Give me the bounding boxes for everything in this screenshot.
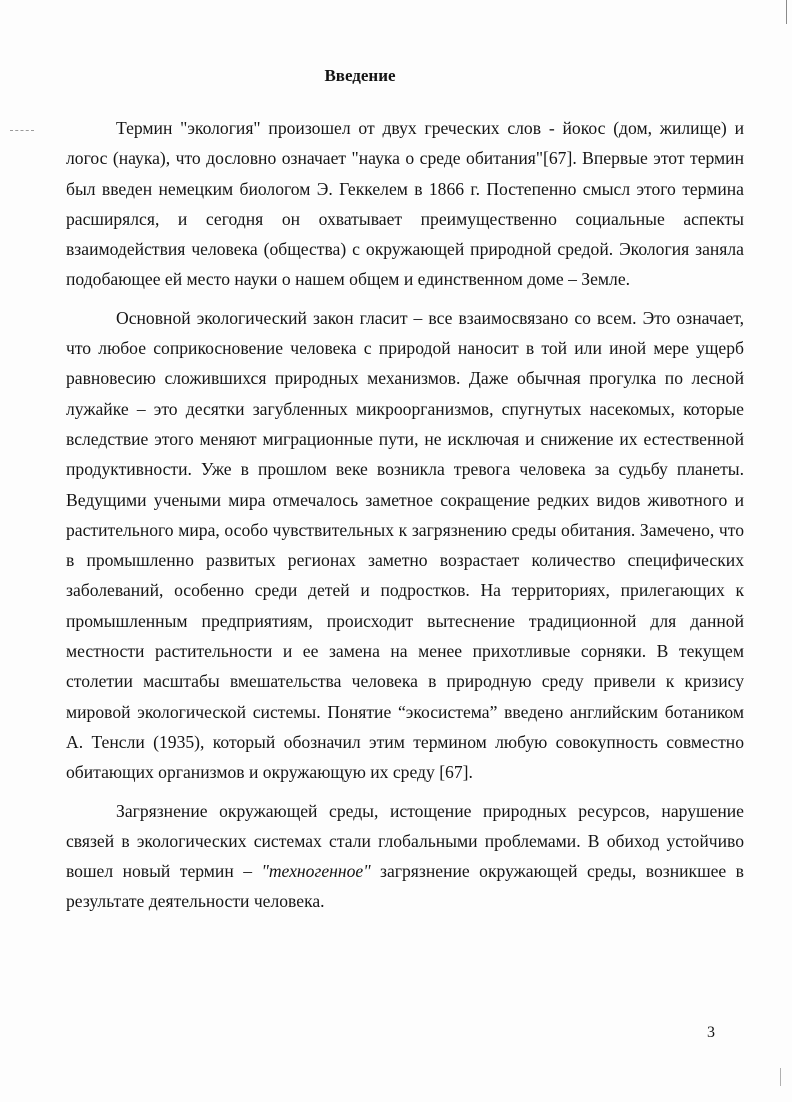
page-title: Введение [324,66,396,85]
scan-artifact-line [780,1068,781,1086]
emphasized-term: "техногенное" [261,861,371,882]
page-number: 3 [707,1024,715,1041]
paragraph-ecology-term: Термин "экология" произошел от двух греческих слов - йокос (дом, жилище) и логос (наука), что дословно означает "наука о среде обитания"[67]. Впервые этот термин был введен немецким биологом Э. Геккелем в 1866 г. Постепенно смысл этого термина расширялся, и сегодня он охватывает преимущественно социальные аспекты взаимодействия человека (общества) с окружающей природной средой. Экология заняла подобающее ей место науки о нашем общем и единственном доме – Земле. [66,118,744,290]
paragraph-pollution-end: загрязнение окружающей среды, возникшее в результате деятельности человека. [66,861,744,912]
paragraph-pollution [66,796,744,917]
body-text [66,113,744,925]
scan-artifact-line [786,0,787,24]
scan-artifact-mark [10,130,34,131]
paragraph-pollution-start: Загрязнение окружающей среды, истощение природных ресурсов, нарушение связей в экологических системах стали глобальными проблемами. В обиход устойчиво вошел новый термин – [66,800,744,882]
paragraph-ecological-law: Основной экологический закон гласит – все взаимосвязано со всем. Это означает, что любое соприкосновение человека с природой наносит в той или иной мере ущерб равновесию сложившихся природных механизмов. Даже обычная прогулка по лесной лужайке – это десятки загубленных микроорганизмов, спугнутых насекомых, которые вследствие этого меняют миграционные пути, не исключая и снижение их естественной продуктивности. Уже в прошлом веке возникла тревога человека за судьбу планеты. Ведущими учеными мира отмечалось заметное сокращение редких видов животного и растительного мира, особо чувствительных к загрязнению среды обитания. Замечено, что в промышленно развитых регионах заметно возрастает количество специфических заболеваний, особенно среди детей и подростков. На территориях, прилегающих к промышленным предприятиям, происходит вытеснение традиционной для данной местности растительности и ее замена на менее прихотливые сорняки. В текущем столетии масштабы вмешательства человека в природную среду привели к кризису мировой экологической системы. Понятие “экосистема” введено английским ботаником А. Тенсли (1935), который обозначил этим термином любую совокупность совместно обитающих организмов и окружающую их среду [67]. [66,307,744,783]
